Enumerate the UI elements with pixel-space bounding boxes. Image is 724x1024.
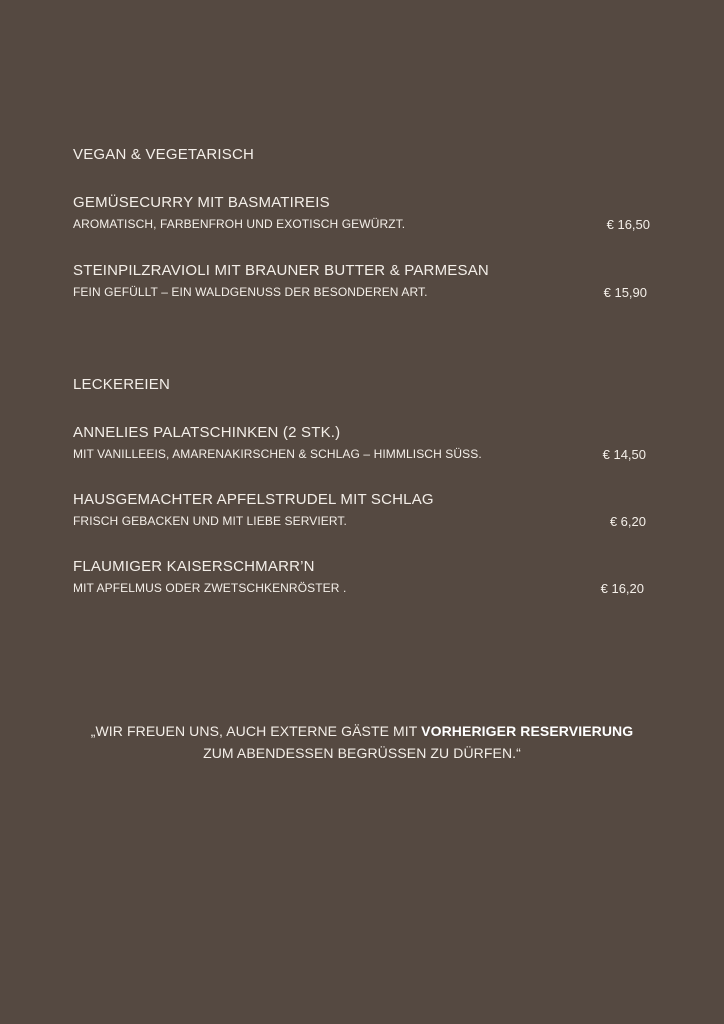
reservation-quote — [0, 720, 724, 764]
item-description: FEIN GEFÜLLT – EIN WALDGENUSS DER BESONDEREN ART. — [73, 285, 428, 299]
menu-item — [73, 491, 653, 528]
menu-item — [73, 262, 653, 299]
item-description: MIT VANILLEEIS, AMARENAKIRSCHEN & SCHLAG – HIMMLISCH SÜSS. — [73, 447, 482, 461]
item-description: MIT APFELMUS ODER ZWETSCHKENRÖSTER . — [73, 581, 347, 595]
menu-item — [73, 194, 653, 231]
menu-item — [73, 558, 653, 595]
item-name: FLAUMIGER KAISERSCHMARR’N — [73, 558, 315, 575]
item-name: STEINPILZRAVIOLI MIT BRAUNER BUTTER & PARMESAN — [73, 262, 489, 279]
item-name: HAUSGEMACHTER APFELSTRUDEL MIT SCHLAG — [73, 491, 434, 508]
quote-line-1 — [0, 720, 724, 742]
item-price: € 15,90 — [603, 285, 647, 300]
item-price: € 16,50 — [606, 217, 650, 232]
item-price: € 14,50 — [602, 447, 646, 462]
quote-emphasis: VORHERIGER RESERVIERUNG — [421, 723, 634, 739]
item-name: GEMÜSECURRY MIT BASMATIREIS — [73, 194, 330, 211]
item-description: FRISCH GEBACKEN UND MIT LIEBE SERVIERT. — [73, 514, 347, 528]
menu-item — [73, 424, 653, 461]
section-title-vegan: VEGAN & VEGETARISCH — [73, 146, 255, 163]
item-name: ANNELIES PALATSCHINKEN (2 STK.) — [73, 424, 341, 441]
item-price: € 16,20 — [600, 581, 644, 596]
section-title-leckereien: LECKEREIEN — [73, 376, 171, 393]
quote-line-2: ZUM ABENDESSEN BEGRÜSSEN ZU DÜRFEN.“ — [203, 745, 521, 761]
item-description: AROMATISCH, FARBENFROH UND EXOTISCH GEWÜRZT. — [73, 217, 406, 231]
quote-text: „WIR FREUEN UNS, AUCH EXTERNE GÄSTE MIT — [90, 723, 422, 739]
item-price: € 6,20 — [609, 514, 646, 529]
